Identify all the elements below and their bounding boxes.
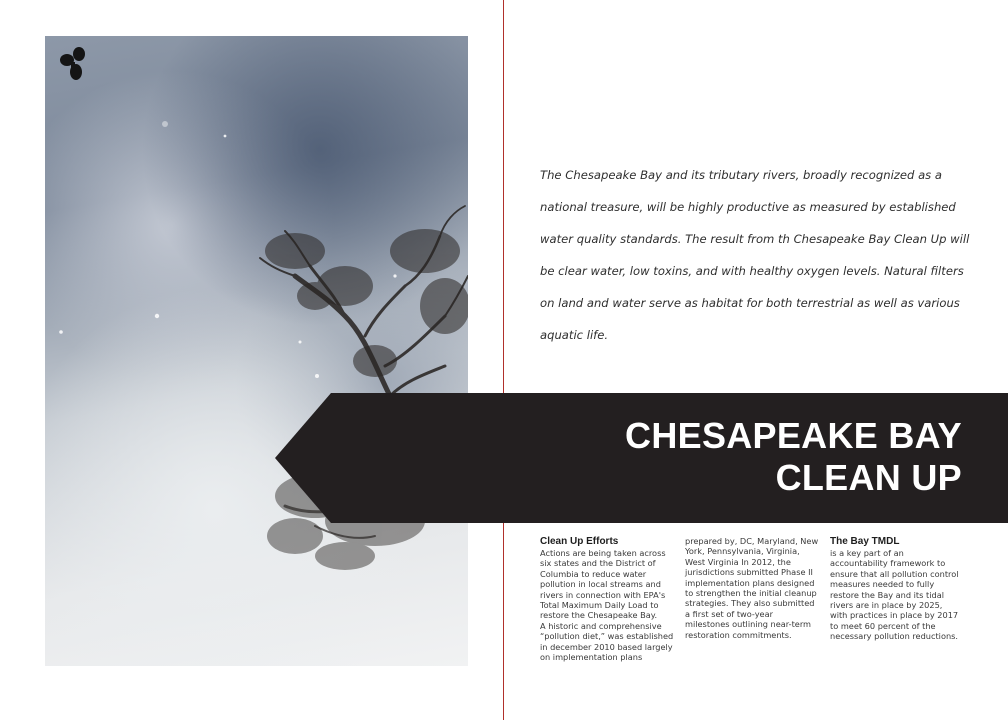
column-body-continued: A historic and comprehensive “pollution diet,” was established in december 2010 based largely on implementation plans xyxy=(540,620,674,663)
intro-paragraph: The Chesapeake Bay and its tributary rivers, broadly recognized as a national treasure, will be highly productive as measured by established water quality standards. The result from th Chesapeake Bay Clean Up will be clear water, low toxins, and with healthy oxygen levels. Natural filters on land and water serve as habitat for both terrestrial as well as various aquatic life. xyxy=(540,168,970,342)
title-line-1: CHESAPEAKE BAY xyxy=(625,415,962,456)
title-banner xyxy=(275,393,1008,523)
column-continued xyxy=(685,536,820,640)
column-clean-up-efforts xyxy=(540,536,675,662)
tree-silhouette-illustration xyxy=(45,36,468,666)
column-body: Actions are being taken across six states and the District of Columbia to reduce water pollution in local streams and rivers in connection with EPA's Total Maximum Daily Load to restore the Chesapeake Bay. xyxy=(540,548,666,621)
sky-tree-reflection-photo xyxy=(45,36,468,666)
title-line-2: CLEAN UP xyxy=(775,457,962,498)
column-bay-tmdl xyxy=(830,536,962,642)
article-title xyxy=(625,415,962,499)
column-body: is a key part of an accountability framework to ensure that all pollution control measures needed to fully restore the Bay and its tidal rivers are in place by 2025, with practices in place by 2017 to meet 60 percent of the necessary pollution reductions. xyxy=(830,548,959,642)
page-spine-divider xyxy=(503,0,504,720)
column-heading: The Bay TMDL xyxy=(830,536,900,547)
column-heading: Clean Up Efforts xyxy=(540,536,619,547)
column-body: prepared by, DC, Maryland, New York, Pennsylvania, Virginia, West Virginia In 2012, the jurisdictions submitted Phase II implementation plans designed to strengthen the initial cleanup strategies. They also submitted a first set of two-year milestones outlining near-term restoration commitments. xyxy=(685,536,819,640)
